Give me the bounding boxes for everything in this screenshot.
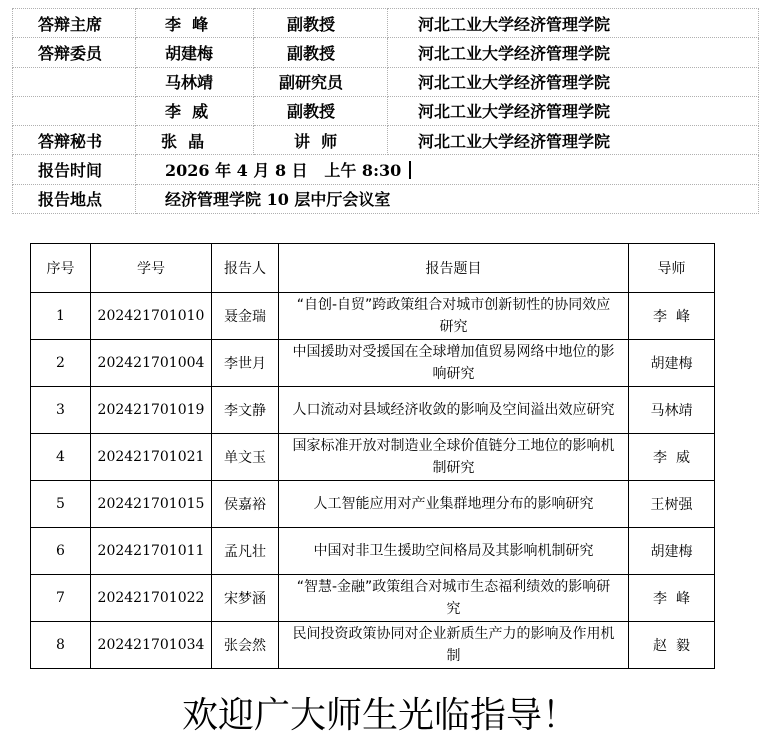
- committee-row: [13, 96, 759, 125]
- cell-serial: 4: [31, 434, 91, 481]
- committee-org: 河北工业大学经济管理学院: [388, 38, 759, 67]
- cell-serial: 2: [31, 340, 91, 387]
- cell-advisor: 李 峰: [629, 575, 715, 622]
- cell-topic: 人口流动对县域经济收敛的影响及空间溢出效应研究: [279, 387, 629, 434]
- committee-role: [13, 67, 136, 96]
- cell-topic: 中国对非卫生援助空间格局及其影响机制研究: [279, 528, 629, 575]
- cell-presenter: 侯嘉裕: [212, 481, 279, 528]
- cell-topic: “智慧-金融”政策组合对城市生态福利绩效的影响研究: [279, 575, 629, 622]
- committee-org: 河北工业大学经济管理学院: [388, 67, 759, 96]
- report-time-row: [13, 155, 759, 184]
- cell-serial: 1: [31, 293, 91, 340]
- committee-row: [13, 126, 759, 155]
- table-row: [31, 528, 715, 575]
- committee-org: 河北工业大学经济管理学院: [388, 9, 759, 38]
- cell-advisor: 李 威: [629, 434, 715, 481]
- cell-serial: 6: [31, 528, 91, 575]
- cell-advisor: 胡建梅: [629, 340, 715, 387]
- cell-presenter: 李文静: [212, 387, 279, 434]
- cell-student-id: 202421701019: [91, 387, 212, 434]
- cell-topic: 中国援助对受援国在全球增加值贸易网络中地位的影响研究: [279, 340, 629, 387]
- cell-student-id: 202421701022: [91, 575, 212, 622]
- report-place-label: 报告地点: [13, 184, 136, 213]
- welcome-banner: 欢迎广大师生光临指导！: [181, 695, 578, 736]
- cell-presenter: 孟凡壮: [212, 528, 279, 575]
- cell-advisor: 李 峰: [629, 293, 715, 340]
- cell-presenter: 宋梦涵: [212, 575, 279, 622]
- committee-title: 副教授: [254, 38, 388, 67]
- schedule-body: [31, 293, 715, 669]
- cell-student-id: 202421701004: [91, 340, 212, 387]
- cell-serial: 7: [31, 575, 91, 622]
- committee-org: 河北工业大学经济管理学院: [388, 96, 759, 125]
- committee-title: 副教授: [254, 9, 388, 38]
- report-place-value: 经济管理学院 10 层中厅会议室: [136, 184, 759, 213]
- cell-advisor: 马林靖: [629, 387, 715, 434]
- committee-role: 答辩秘书: [13, 126, 136, 155]
- cell-student-id: 202421701034: [91, 622, 212, 669]
- table-row: [31, 434, 715, 481]
- committee-title: 副教授: [254, 96, 388, 125]
- committee-name: 张 晶: [136, 126, 254, 155]
- table-row: [31, 387, 715, 434]
- cell-presenter: 李世月: [212, 340, 279, 387]
- cell-presenter: 张会然: [212, 622, 279, 669]
- cell-student-id: 202421701015: [91, 481, 212, 528]
- cell-presenter: 单文玉: [212, 434, 279, 481]
- report-time-label: 报告时间: [13, 155, 136, 184]
- report-place-row: [13, 184, 759, 213]
- cell-topic: 国家标准开放对制造业全球价值链分工地位的影响机制研究: [279, 434, 629, 481]
- cell-advisor: 王树强: [629, 481, 715, 528]
- table-row: [31, 575, 715, 622]
- header-presenter: 报告人: [212, 244, 279, 293]
- committee-org: 河北工业大学经济管理学院: [388, 126, 759, 155]
- header-student-id: 学号: [91, 244, 212, 293]
- committee-role: [13, 96, 136, 125]
- committee-role: 答辩委员: [13, 38, 136, 67]
- cell-student-id: 202421701021: [91, 434, 212, 481]
- committee-name: 李 峰: [136, 9, 254, 38]
- text-cursor: [409, 161, 411, 179]
- cell-student-id: 202421701011: [91, 528, 212, 575]
- cell-student-id: 202421701010: [91, 293, 212, 340]
- table-row: [31, 622, 715, 669]
- cell-topic: 人工智能应用对产业集群地理分布的影响研究: [279, 481, 629, 528]
- table-row: [31, 481, 715, 528]
- cell-topic: 民间投资政策协同对企业新质生产力的影响及作用机制: [279, 622, 629, 669]
- cell-topic: “自创-自贸”跨政策组合对城市创新韧性的协同效应研究: [279, 293, 629, 340]
- header-topic: 报告题目: [279, 244, 629, 293]
- header-advisor: 导师: [629, 244, 715, 293]
- table-row: [31, 293, 715, 340]
- committee-row: [13, 67, 759, 96]
- committee-role: 答辩主席: [13, 9, 136, 38]
- committee-row: [13, 9, 759, 38]
- committee-title: 副研究员: [254, 67, 388, 96]
- cell-serial: 5: [31, 481, 91, 528]
- committee-table: [12, 8, 759, 214]
- committee-name: 李 威: [136, 96, 254, 125]
- report-time-value: 2026 年 4 月 8 日 上午 8:30: [136, 155, 759, 184]
- cell-advisor: 胡建梅: [629, 528, 715, 575]
- committee-title: 讲 师: [254, 126, 388, 155]
- schedule-table: [30, 243, 715, 669]
- cell-presenter: 聂金瑞: [212, 293, 279, 340]
- cell-advisor: 赵 毅: [629, 622, 715, 669]
- schedule-header-row: [31, 244, 715, 293]
- cell-serial: 8: [31, 622, 91, 669]
- table-row: [31, 340, 715, 387]
- committee-name: 马林靖: [136, 67, 254, 96]
- committee-name: 胡建梅: [136, 38, 254, 67]
- committee-row: [13, 38, 759, 67]
- cell-serial: 3: [31, 387, 91, 434]
- header-serial: 序号: [31, 244, 91, 293]
